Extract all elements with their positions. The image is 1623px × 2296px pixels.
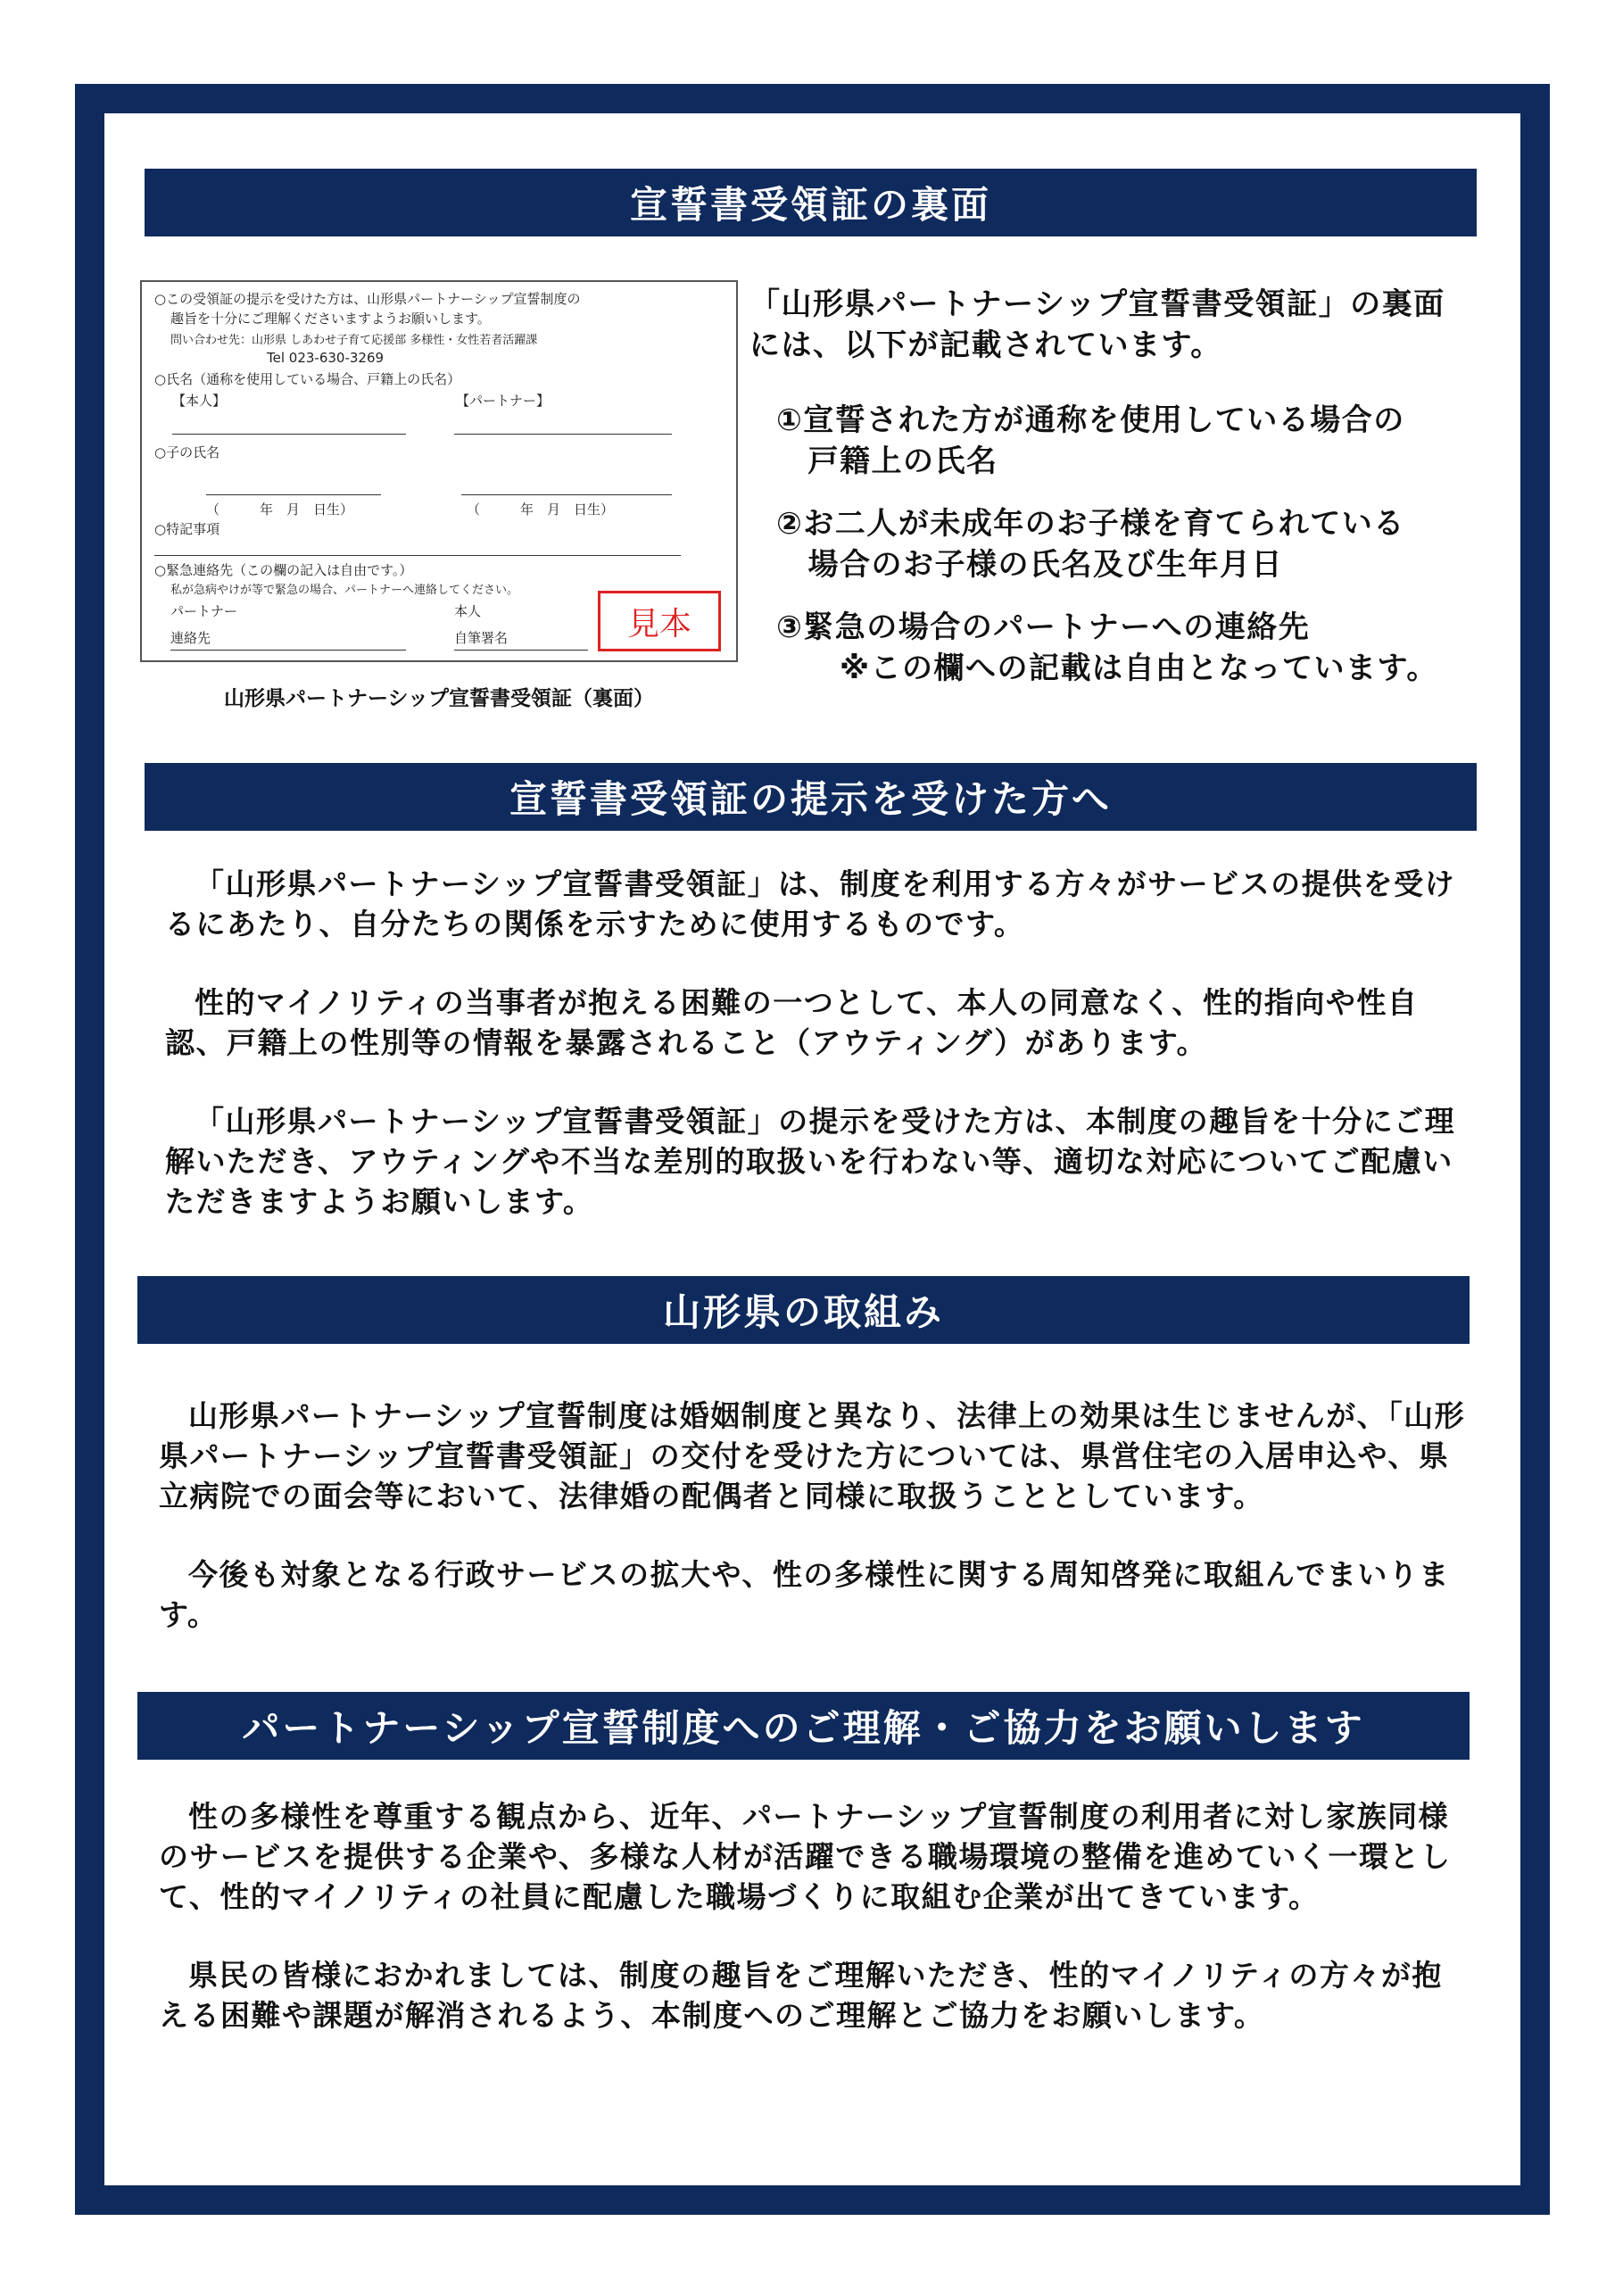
card-child-heading: ○子の氏名 [154, 444, 220, 460]
recipient-para-1: 「山形県パートナーシップ宣誓書受領証」は、制度を利用する方々がサービスの提供を受けるにあたり、自分たちの関係を示すために使用するものです。 [165, 866, 1456, 941]
cooperation-text [159, 1796, 1466, 2035]
desc-intro-line1: 「山形県パートナーシップ宣誓書受領証」の裏面 [749, 286, 1445, 322]
recipient-para-3: 「山形県パートナーシップ宣誓書受領証」の提示を受けた方は、本制度の趣旨を十分にご理解いただき、アウティングや不当な差別的取扱いを行わない等、適切な対応についてご配慮いただきますようお願いします。 [165, 1104, 1456, 1219]
card-emergency-heading: ○緊急連絡先（この欄の記入は自由です。） [154, 562, 413, 578]
desc-item1-line1: ①宣誓された方が通称を使用している場合の [776, 402, 1405, 438]
card-special-line [154, 555, 681, 556]
card-child2-line [461, 494, 672, 495]
card-contact: 問い合わせ先：山形県 しあわせ子育て応援部 多様性・女性若者活躍課 [170, 334, 538, 347]
cooperation-para-2: 県民の皆様におかれましては、制度の趣旨をご理解いただき、性的マイノリティの方々が抱える困難や課題が解消されるよう、本制度へのご理解とご協力をお願いします。 [159, 1958, 1443, 2033]
back-description [749, 284, 1490, 689]
section-title-initiatives: 山形県の取組み [137, 1276, 1470, 1344]
initiatives-text [159, 1396, 1479, 1635]
section-title-recipient: 宣誓書受領証の提示を受けた方へ [145, 763, 1477, 831]
card-self-label: 【本人】 [172, 393, 227, 409]
card-self-name-line [172, 434, 406, 435]
section-title-cooperation: パートナーシップ宣誓制度へのご理解・ご協力をお願いします [137, 1692, 1470, 1760]
card-partner-label: 【パートナー】 [456, 393, 551, 409]
desc-item2-line2: 場合のお子様の氏名及び生年月日 [776, 547, 1283, 583]
initiatives-para-1: 山形県パートナーシップ宣誓制度は婚姻制度と異なり、法律上の効果は生じませんが、「山形県パートナーシップ宣誓書受領証」の交付を受けた方については、県営住宅の入居申込や、県立病院での面会等において、法律婚の配偶者と同様に取扱うこととしています。 [159, 1398, 1466, 1513]
card-caption: 山形県パートナーシップ宣誓書受領証（裏面） [223, 687, 655, 710]
card-name-heading: ○氏名（通称を使用している場合、戸籍上の氏名） [154, 371, 461, 387]
card-partner-contact-label: パートナー [170, 603, 238, 619]
card-contact-line [170, 650, 406, 651]
section-title-back: 宣誓書受領証の裏面 [145, 169, 1477, 236]
card-child1-line [206, 494, 381, 495]
card-signature-label: 自筆署名 [454, 630, 509, 646]
desc-intro-line2: には、以下が記載されています。 [749, 327, 1222, 363]
desc-item3-line2: ※この欄への記載は自由となっています。 [776, 651, 1438, 686]
card-notice-line2: 趣旨を十分にご理解くださいますようお願いします。 [170, 311, 491, 327]
card-signature-line [454, 650, 588, 651]
card-notice-line1: ○この受領証の提示を受けた方は、山形県パートナーシップ宣誓制度の [154, 291, 581, 307]
card-special-notes: ○特記事項 [154, 521, 220, 537]
initiatives-para-2: 今後も対象となる行政サービスの拡大や、性の多様性に関する周知啓発に取組んでまいります。 [159, 1557, 1450, 1632]
recipient-text [165, 864, 1472, 1222]
desc-item2-line1: ②お二人が未成年のお子様を育てられている [776, 506, 1405, 542]
card-partner-name-line [454, 434, 672, 435]
card-emergency-note: 私が急病やけが等で緊急の場合、パートナーへ連絡してください。 [170, 584, 519, 597]
card-tel: Tel 023-630-3269 [267, 350, 385, 366]
card-contact-label: 連絡先 [170, 630, 211, 646]
card-self-sign-label: 本人 [454, 603, 482, 619]
recipient-para-2: 性的マイノリティの当事者が抱える困難の一つとして、本人の同意なく、性的指向や性自認、戸籍上の性別等の情報を暴露されること（アウティング）があります。 [165, 985, 1419, 1060]
card-child2-birthday: （ 年 月 日生） [467, 501, 615, 518]
desc-item1-line2: 戸籍上の氏名 [776, 443, 998, 479]
desc-item3-line1: ③緊急の場合のパートナーへの連絡先 [776, 609, 1311, 645]
cooperation-para-1: 性の多様性を尊重する観点から、近年、パートナーシップ宣誓制度の利用者に対し家族同様のサービスを提供する企業や、多様な人材が活躍できる職場環境の整備を進めていく一環として、性的マイノリティの社員に配慮した職場づくりに取組む企業が出てきています。 [159, 1799, 1452, 1914]
sample-stamp: 見本 [598, 591, 721, 651]
card-child1-birthday: （ 年 月 日生） [206, 501, 354, 518]
